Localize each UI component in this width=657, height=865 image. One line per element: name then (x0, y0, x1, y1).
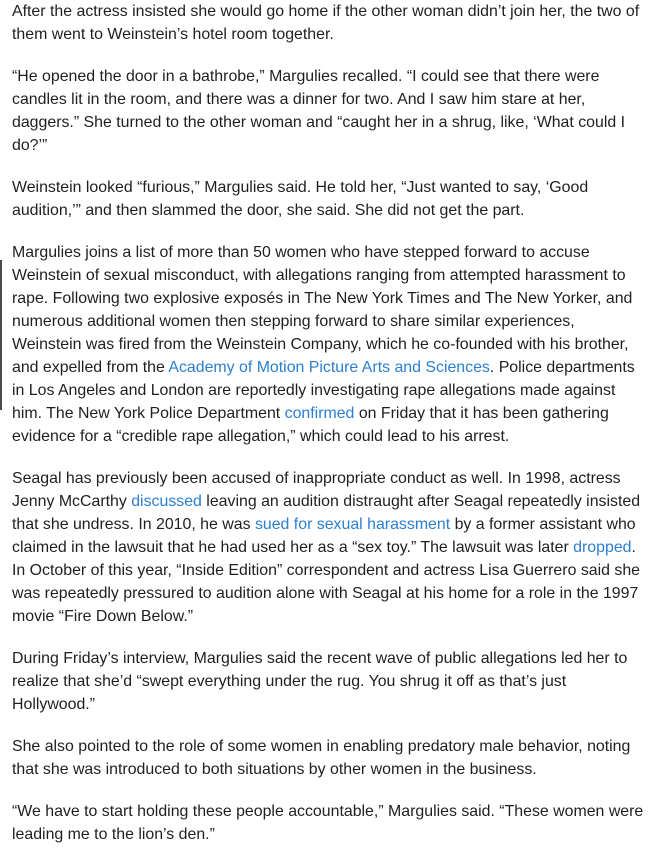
paragraph-interview (12, 647, 648, 716)
link-dropped[interactable]: dropped (573, 539, 632, 556)
paragraph-seagal-accused (12, 467, 648, 628)
article-body (12, 0, 648, 865)
link-confirmed[interactable]: confirmed (284, 405, 355, 422)
paragraph-text: by a former assistant who claimed in the lawsuit that he had used her as a “sex toy.” The lawsuit was later (12, 516, 636, 556)
paragraph-furious (12, 176, 648, 222)
paragraph-text: After the actress insisted she would go home if the other woman didn’t join her, the two of them went to Weinstein’s hotel room together. (12, 3, 640, 43)
paragraph-text: Weinstein looked “furious,” Margulies said. He told her, “Just wanted to say, ‘Good audition,’” and then slammed the door, she said. She did not get the part. (12, 179, 589, 219)
paragraph-text: leaving an audition distraught after Seagal repeatedly insisted that she undress. In 2010, he was (12, 493, 641, 533)
paragraph-accountable-quote (12, 800, 648, 846)
paragraph-hotel-room (12, 0, 648, 46)
scroll-edge-indicator (0, 260, 2, 410)
link-academy[interactable]: Academy of Motion Picture Arts and Sciences (168, 359, 490, 376)
paragraph-text: “We have to start holding these people accountable,” Margulies said. “These women were leading me to the lion’s den.” (12, 803, 644, 843)
paragraph-text: Margulies joins a list of more than 50 women who have stepped forward to accuse Weinstein of sexual misconduct, with allegations ranging from attempted harassment to rape. Following two explosive exposés in The New York Times and The New Yorker, and numerous additional women then stepping forward to share similar experiences, Weinstein was fired from the Weinstein Company, which he co-founded with his brother, and expelled from the (12, 244, 633, 376)
paragraph-text: . Police departments in Los Angeles and London are reportedly investigating rape allegations made against him. The New York Police Department (12, 359, 635, 422)
paragraph-text: on Friday that it has been gathering evidence for a “credible rape allegation,” which could lead to his arrest. (12, 405, 609, 445)
paragraph-allegations-list (12, 241, 648, 448)
paragraph-text: Seagal has previously been accused of inappropriate conduct as well. In 1998, actress Jenny McCarthy (12, 470, 621, 510)
paragraph-text: “He opened the door in a bathrobe,” Margulies recalled. “I could see that there were candles lit in the room, and there was a dinner for two. And I saw him stare at her, daggers.” She turned to the other woman and “caught her in a shrug, like, ‘What could I do?’” (12, 68, 626, 154)
link-sued-for-sexual-harassment[interactable]: sued for sexual harassment (254, 516, 451, 533)
link-discussed[interactable]: discussed (131, 493, 202, 510)
paragraph-enabling (12, 735, 648, 781)
paragraph-text: She also pointed to the role of some women in enabling predatory male behavior, noting that she was introduced to both situations by other women in the business. (12, 738, 631, 778)
paragraph-text: . In October of this year, “Inside Edition” correspondent and actress Lisa Guerrero said she was repeatedly pressured to audition alone with Seagal at his home for a role in the 1997 movie “Fire Down Below.” (12, 539, 641, 625)
paragraph-bathrobe-quote (12, 65, 648, 157)
paragraph-text: During Friday’s interview, Margulies said the recent wave of public allegations led her to realize that she’d “swept everything under the rug. You shrug it off as that’s just Hollywood.” (12, 650, 628, 713)
